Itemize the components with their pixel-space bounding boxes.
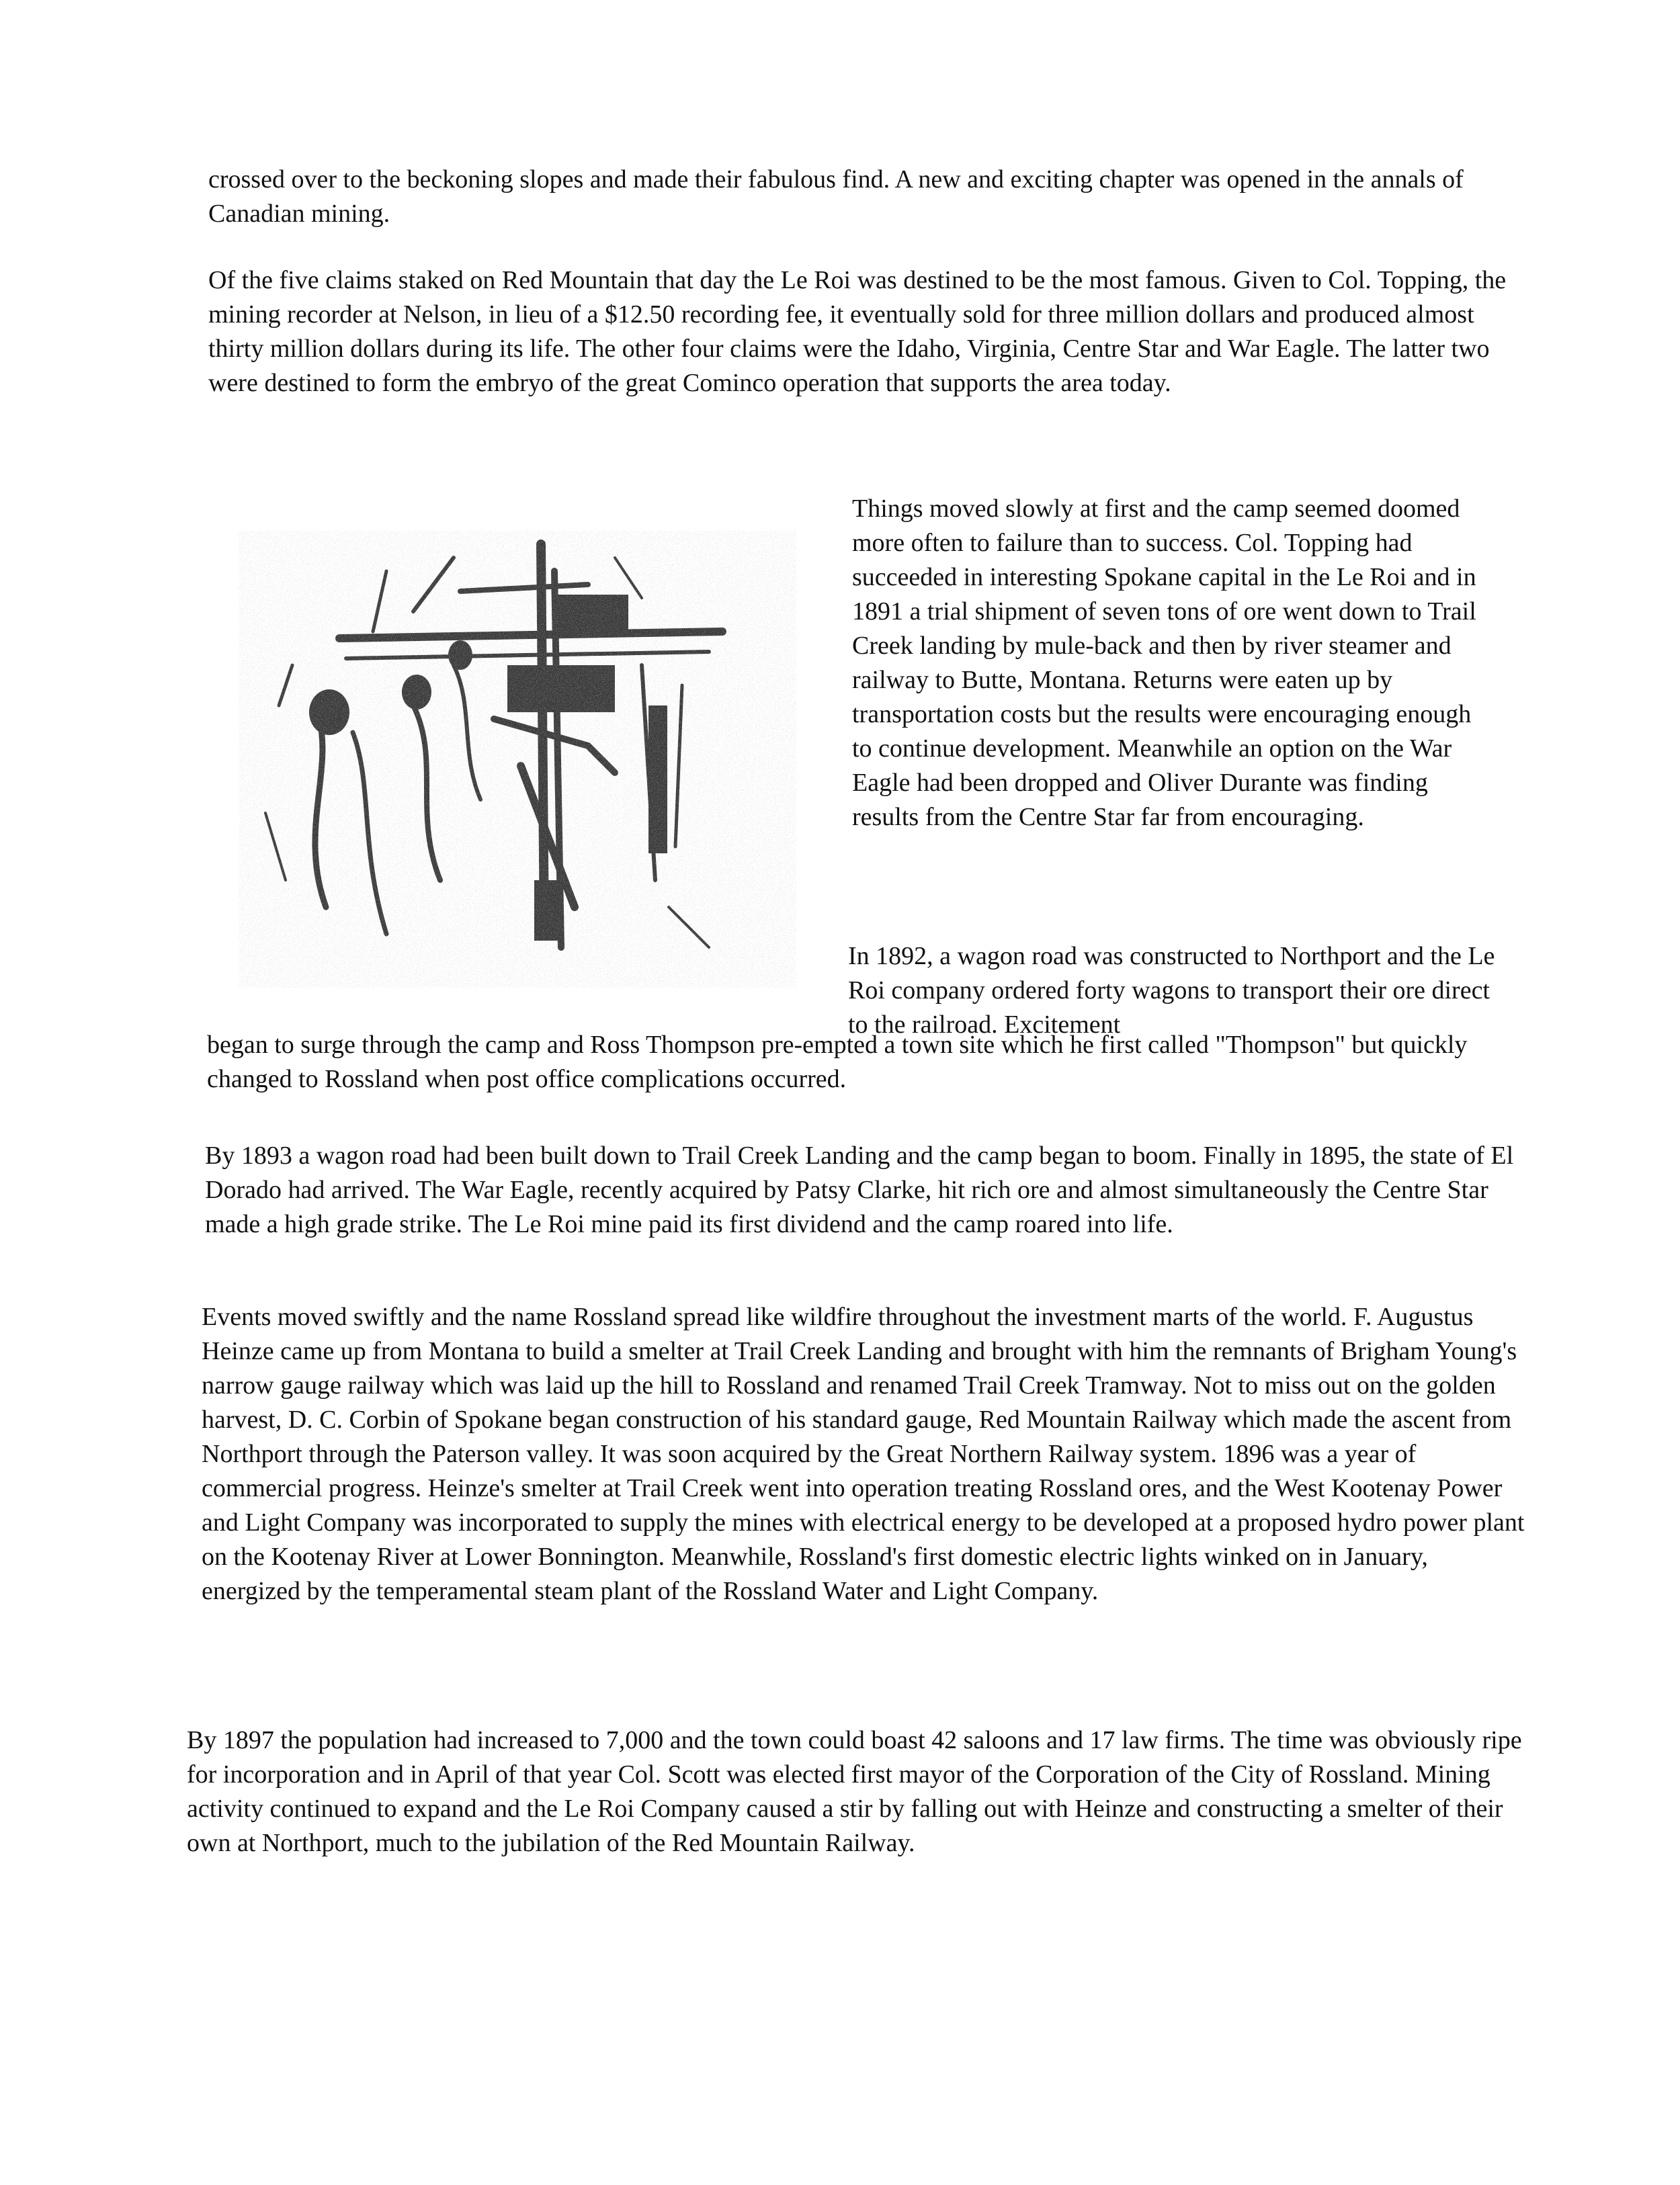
paragraph-five-claims: Of the five claims staked on Red Mountain that day the Le Roi was destined to be the most famous. Given to Col. Topping, the mining recorder at Nelson, in lieu of a $12.50 recording fee, it eventually sold for three million dollars and produced almost thirty million dollars during its life. The other four claims were the Idaho, Virginia, Centre Star and War Eagle. The latter two were destined to form the embryo of the great Cominco operation that supports the area today. — [208, 266, 1507, 397]
paragraph-discovery: crossed over to the beckoning slopes and made their fabulous find. A new and exciting chapter was opened in the annals of Canadian mining. — [208, 165, 1464, 228]
historic-mining-photo — [239, 531, 796, 988]
paragraph-events: Events moved swiftly and the name Rossland spread like wildfire throughout the investment marts of the world. F. Augustus Heinze came up from Montana to build a smelter at Trail Creek Landing and brought with him the remnants of Brigham Young's narrow gauge railway which was laid up the hill to Rossland and renamed Trail Creek Tramway. Not to miss out on the golden harvest, D. C. Corbin of Spokane began construction of his standard gauge, Red Mountain Railway which made the ascent from Northport through the Paterson valley. It was soon acquired by the Great Northern Railway system. 1896 was a year of commercial progress. Heinze's smelter at Trail Creek went into operation treating Rossland ores, and the West Kootenay Power and Light Company was incorporated to supply the mines with electrical energy to be developed at a proposed hydro power plant on the Kootenay River at Lower Bonnington. Meanwhile, Rossland's first domestic electric lights winked on in January, energized by the temperamental steam plant of the Rossland Water and Light Company. — [202, 1303, 1525, 1605]
paragraph-slow-start: Things moved slowly at first and the camp seemed doomed more often to failure than to success. Col. Topping had succeeded in interesting Spokane capital in the Le Roi and in 1891 a trial shipment of seven tons of ore went down to Trail Creek landing by mule-back and then by river steamer and railway to Butte, Montana. Returns were eaten up by transportation costs but the results were encouraging enough to continue development. Meanwhile an option on the War Eagle had been dropped and Oliver Durante was finding results from the Centre Star far from encouraging. — [852, 495, 1476, 831]
paragraph-wagon-road-rest: began to surge through the camp and Ross Thompson pre-empted a town site which he first called "Thompson" but quickly changed to Rossland when post office complications occurred. — [207, 1031, 1468, 1093]
paragraph-wagon-road-lead: In 1892, a wagon road was constructed to Northport and the Le Roi company ordered forty wagons to transport their ore direct to the railroad. Excitement — [848, 942, 1495, 1039]
paragraph-incorporation: By 1897 the population had increased to 7,000 and the town could boast 42 saloons and 17 law firms. The time was obviously ripe for incorporation and in April of that year Col. Scott was elected first mayor of the Corporation of the City of Rossland. Mining activity continued to expand and the Le Roi Company caused a stir by falling out with Heinze and constructing a smelter of their own at Northport, much to the jubilation of the Red Mountain Railway. — [187, 1726, 1522, 1857]
mining-photo-icon — [239, 531, 796, 988]
paragraph-boom: By 1893 a wagon road had been built down to Trail Creek Landing and the camp began to boom. Finally in 1895, the state of El Dorado had arrived. The War Eagle, recently acquired by Patsy Clarke, hit rich ore and almost simultaneously the Centre Star made a high grade strike. The Le Roi mine paid its first dividend and the camp roared into life. — [205, 1142, 1514, 1238]
